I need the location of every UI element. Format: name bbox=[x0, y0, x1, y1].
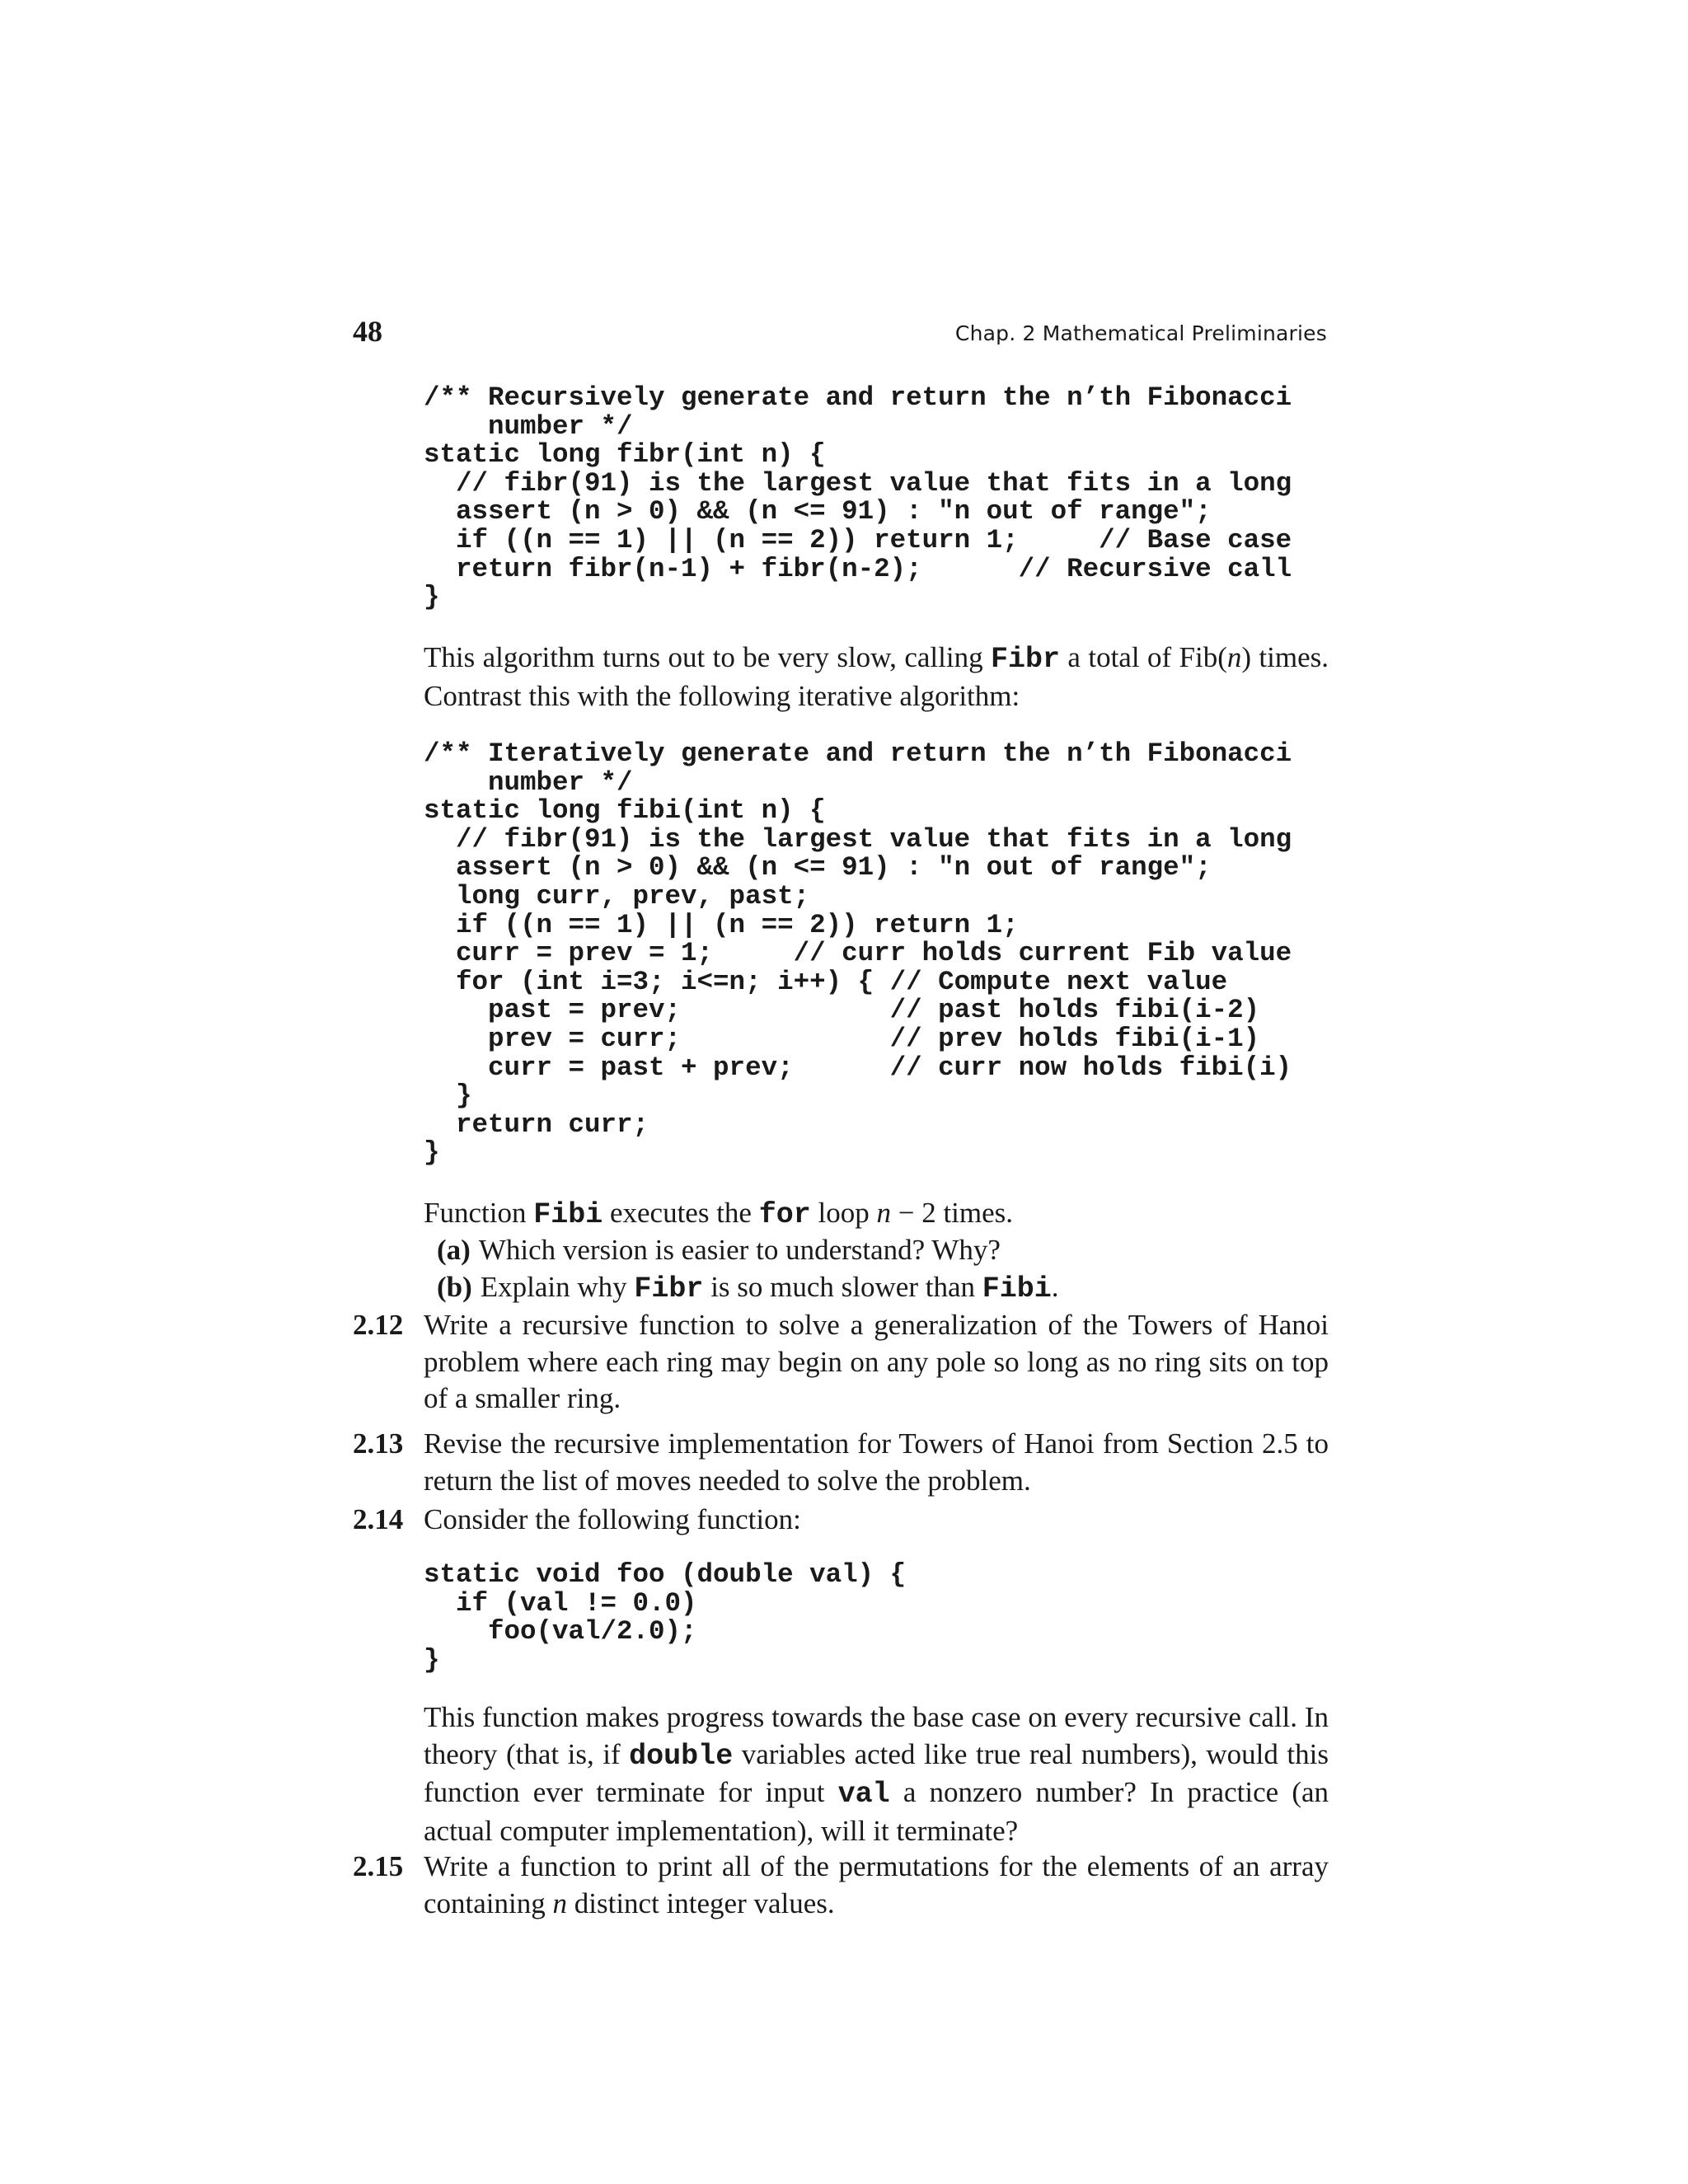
text-run: distinct integer values. bbox=[567, 1886, 835, 1919]
exercise-2-12 bbox=[353, 1307, 1329, 1418]
inline-code: double bbox=[629, 1739, 734, 1773]
text-run: a total of Fib( bbox=[1060, 641, 1227, 673]
page-number: 48 bbox=[353, 315, 382, 348]
math-var: n bbox=[552, 1886, 567, 1919]
text-run: ) times. Contrast this with the following iterative algorithm: bbox=[424, 641, 1329, 712]
math-var: n bbox=[1226, 641, 1242, 673]
text-run: is so much slower than bbox=[703, 1271, 982, 1303]
inline-code: Fibi bbox=[982, 1272, 1052, 1305]
exercise-number: 2.12 bbox=[353, 1309, 404, 1341]
inline-code: Fibr bbox=[990, 643, 1060, 676]
code-block-fibr: /** Recursively generate and return the n’th Fibonacci number */ static long fibr(int n) { // fibr(91) is the largest value that fits in a long assert (n > 0) && (n <= 91) : "n out of range"; if ((n == 1) || (n == 2)) return 1; // Base case return fibr(n-1) + fibr(n-2); // Recursive call } bbox=[424, 382, 1292, 613]
exercise-number: 2.15 bbox=[353, 1850, 404, 1882]
paragraph-fibr-slow bbox=[424, 640, 1329, 715]
question-label: (b) bbox=[437, 1271, 472, 1303]
question-label: (a) bbox=[437, 1234, 471, 1266]
exercise-text: Write a recursive function to solve a generalization of the Towers of Hanoi problem where each ring may begin on any pole so long as no ring sits on top of a smaller ring. bbox=[424, 1309, 1329, 1415]
exercise-number: 2.14 bbox=[353, 1503, 404, 1535]
exercise-text: Consider the following function: bbox=[424, 1503, 801, 1535]
exercise-2-15 bbox=[353, 1849, 1329, 1922]
text-run: Which version is easier to understand? Why? bbox=[478, 1234, 1001, 1266]
text-run: Write a function to print all of the permutations for the elements of an array containing bbox=[424, 1850, 1329, 1919]
inline-code: Fibi bbox=[533, 1198, 603, 1231]
paragraph-fibi-loop bbox=[424, 1195, 1329, 1234]
text-run: Explain why bbox=[480, 1271, 635, 1303]
question-a bbox=[437, 1232, 1327, 1269]
running-head: Chap. 2 Mathematical Preliminaries bbox=[954, 321, 1327, 345]
text-run: . bbox=[1051, 1271, 1059, 1303]
question-b bbox=[437, 1269, 1327, 1308]
inline-code: for bbox=[758, 1198, 811, 1231]
text-run: variables acted like true real numbers), would this function ever terminate for input bbox=[424, 1737, 1329, 1809]
exercise-2-13 bbox=[353, 1426, 1329, 1499]
exercise-2-14 bbox=[353, 1502, 1329, 1539]
exercise-number: 2.13 bbox=[353, 1427, 404, 1460]
code-block-foo: static void foo (double val) { if (val != 0.0) foo(val/2.0); } bbox=[424, 1559, 907, 1675]
code-block-fibi: /** Iteratively generate and return the n’th Fibonacci number */ static long fibi(int n) { // fibr(91) is the largest value that fits in a long assert (n > 0) && (n <= 91) : "n out of range"; long curr, prev, past; if ((n == 1) || (n == 2)) return 1; curr = prev = 1; // curr holds current Fib value for (int i=3; i<=n; i++) { // Compute next value past = prev; // past holds fibi(i-2) prev = curr; // prev holds fibi(i-1) curr = past + prev; // curr now holds fibi(i) } return curr; } bbox=[424, 738, 1292, 1169]
text-run: loop bbox=[810, 1197, 877, 1229]
inline-code: Fibr bbox=[634, 1272, 704, 1305]
exercise-text: Revise the recursive implementation for Towers of Hanoi from Section 2.5 to return the list of moves needed to solve the problem. bbox=[424, 1427, 1329, 1497]
text-run: This function makes progress towards the base case on every recursive call. In theory (that is, if bbox=[424, 1701, 1329, 1770]
paragraph-foo-termination bbox=[424, 1699, 1329, 1849]
text-run: Function bbox=[424, 1197, 534, 1229]
math-var: n bbox=[876, 1197, 891, 1229]
text-run: executes the bbox=[603, 1197, 759, 1229]
exercise-text bbox=[424, 1849, 1329, 1922]
text-run: This algorithm turns out to be very slow, calling bbox=[424, 641, 991, 673]
text-run: − 2 times. bbox=[890, 1197, 1014, 1229]
text-run: a nonzero number? In practice (an actual computer implementation), will it terminate? bbox=[424, 1776, 1329, 1847]
inline-code: val bbox=[837, 1778, 890, 1811]
